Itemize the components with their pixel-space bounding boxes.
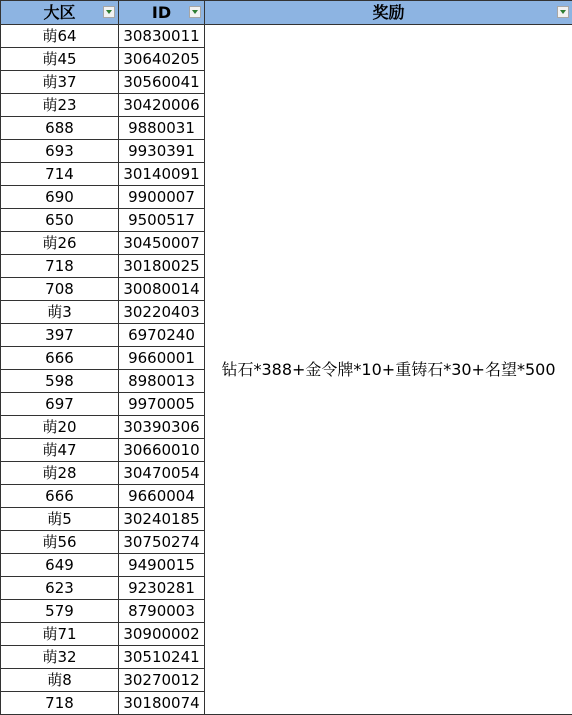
cell-region[interactable]: 萌5: [1, 508, 119, 531]
cell-id[interactable]: 30470054: [119, 462, 205, 485]
header-region[interactable]: [1, 1, 119, 25]
cell-id[interactable]: 30830011: [119, 25, 205, 48]
cell-region[interactable]: 708: [1, 278, 119, 301]
cell-id[interactable]: 9900007: [119, 186, 205, 209]
cell-id[interactable]: 30510241: [119, 646, 205, 669]
cell-region[interactable]: 579: [1, 600, 119, 623]
cell-id[interactable]: 30420006: [119, 94, 205, 117]
cell-id[interactable]: 9500517: [119, 209, 205, 232]
cell-id[interactable]: 30900002: [119, 623, 205, 646]
table-row: [1, 25, 572, 48]
cell-region[interactable]: 598: [1, 370, 119, 393]
filter-dropdown-icon[interactable]: [557, 6, 569, 18]
filter-dropdown-icon[interactable]: [189, 6, 201, 18]
cell-region[interactable]: 萌64: [1, 25, 119, 48]
cell-region[interactable]: 693: [1, 140, 119, 163]
cell-id[interactable]: 30180074: [119, 692, 205, 715]
header-id[interactable]: [119, 1, 205, 25]
header-row: [1, 1, 572, 25]
cell-region[interactable]: 萌37: [1, 71, 119, 94]
cell-id[interactable]: 30750274: [119, 531, 205, 554]
cell-region[interactable]: 萌8: [1, 669, 119, 692]
cell-region[interactable]: 718: [1, 255, 119, 278]
cell-region[interactable]: 714: [1, 163, 119, 186]
cell-region[interactable]: 666: [1, 485, 119, 508]
cell-id[interactable]: 9970005: [119, 393, 205, 416]
cell-id[interactable]: 9660004: [119, 485, 205, 508]
cell-region[interactable]: 650: [1, 209, 119, 232]
cell-id[interactable]: 30450007: [119, 232, 205, 255]
cell-region[interactable]: 萌26: [1, 232, 119, 255]
cell-region[interactable]: 649: [1, 554, 119, 577]
cell-region[interactable]: 萌28: [1, 462, 119, 485]
header-reward[interactable]: [205, 1, 572, 25]
cell-id[interactable]: 30640205: [119, 48, 205, 71]
cell-id[interactable]: 30220403: [119, 301, 205, 324]
cell-id[interactable]: 30660010: [119, 439, 205, 462]
cell-region[interactable]: 623: [1, 577, 119, 600]
header-reward-label: 奖励: [372, 3, 405, 22]
cell-region[interactable]: 萌45: [1, 48, 119, 71]
cell-id[interactable]: 9490015: [119, 554, 205, 577]
cell-region[interactable]: 萌20: [1, 416, 119, 439]
cell-region[interactable]: 688: [1, 117, 119, 140]
cell-region[interactable]: 萌56: [1, 531, 119, 554]
cell-id[interactable]: 30390306: [119, 416, 205, 439]
cell-id[interactable]: 8980013: [119, 370, 205, 393]
cell-id[interactable]: 30270012: [119, 669, 205, 692]
cell-region[interactable]: 萌71: [1, 623, 119, 646]
cell-region[interactable]: 萌3: [1, 301, 119, 324]
cell-region[interactable]: 397: [1, 324, 119, 347]
cell-id[interactable]: 6970240: [119, 324, 205, 347]
cell-region[interactable]: 666: [1, 347, 119, 370]
filter-dropdown-icon[interactable]: [103, 6, 115, 18]
cell-id[interactable]: 9880031: [119, 117, 205, 140]
table-body: [1, 25, 572, 715]
cell-id[interactable]: 30240185: [119, 508, 205, 531]
cell-id[interactable]: 9660001: [119, 347, 205, 370]
cell-region[interactable]: 697: [1, 393, 119, 416]
cell-id[interactable]: 30080014: [119, 278, 205, 301]
cell-reward-merged[interactable]: 钻石*388+金令牌*10+重铸石*30+名望*500: [205, 25, 572, 715]
cell-region[interactable]: 萌23: [1, 94, 119, 117]
cell-id[interactable]: 30140091: [119, 163, 205, 186]
cell-region[interactable]: 718: [1, 692, 119, 715]
cell-region[interactable]: 萌47: [1, 439, 119, 462]
header-region-label: 大区: [43, 3, 76, 22]
cell-id[interactable]: 8790003: [119, 600, 205, 623]
header-id-label: ID: [151, 3, 172, 22]
cell-region[interactable]: 萌32: [1, 646, 119, 669]
cell-id[interactable]: 9230281: [119, 577, 205, 600]
cell-region[interactable]: 690: [1, 186, 119, 209]
cell-id[interactable]: 9930391: [119, 140, 205, 163]
cell-id[interactable]: 30180025: [119, 255, 205, 278]
cell-id[interactable]: 30560041: [119, 71, 205, 94]
